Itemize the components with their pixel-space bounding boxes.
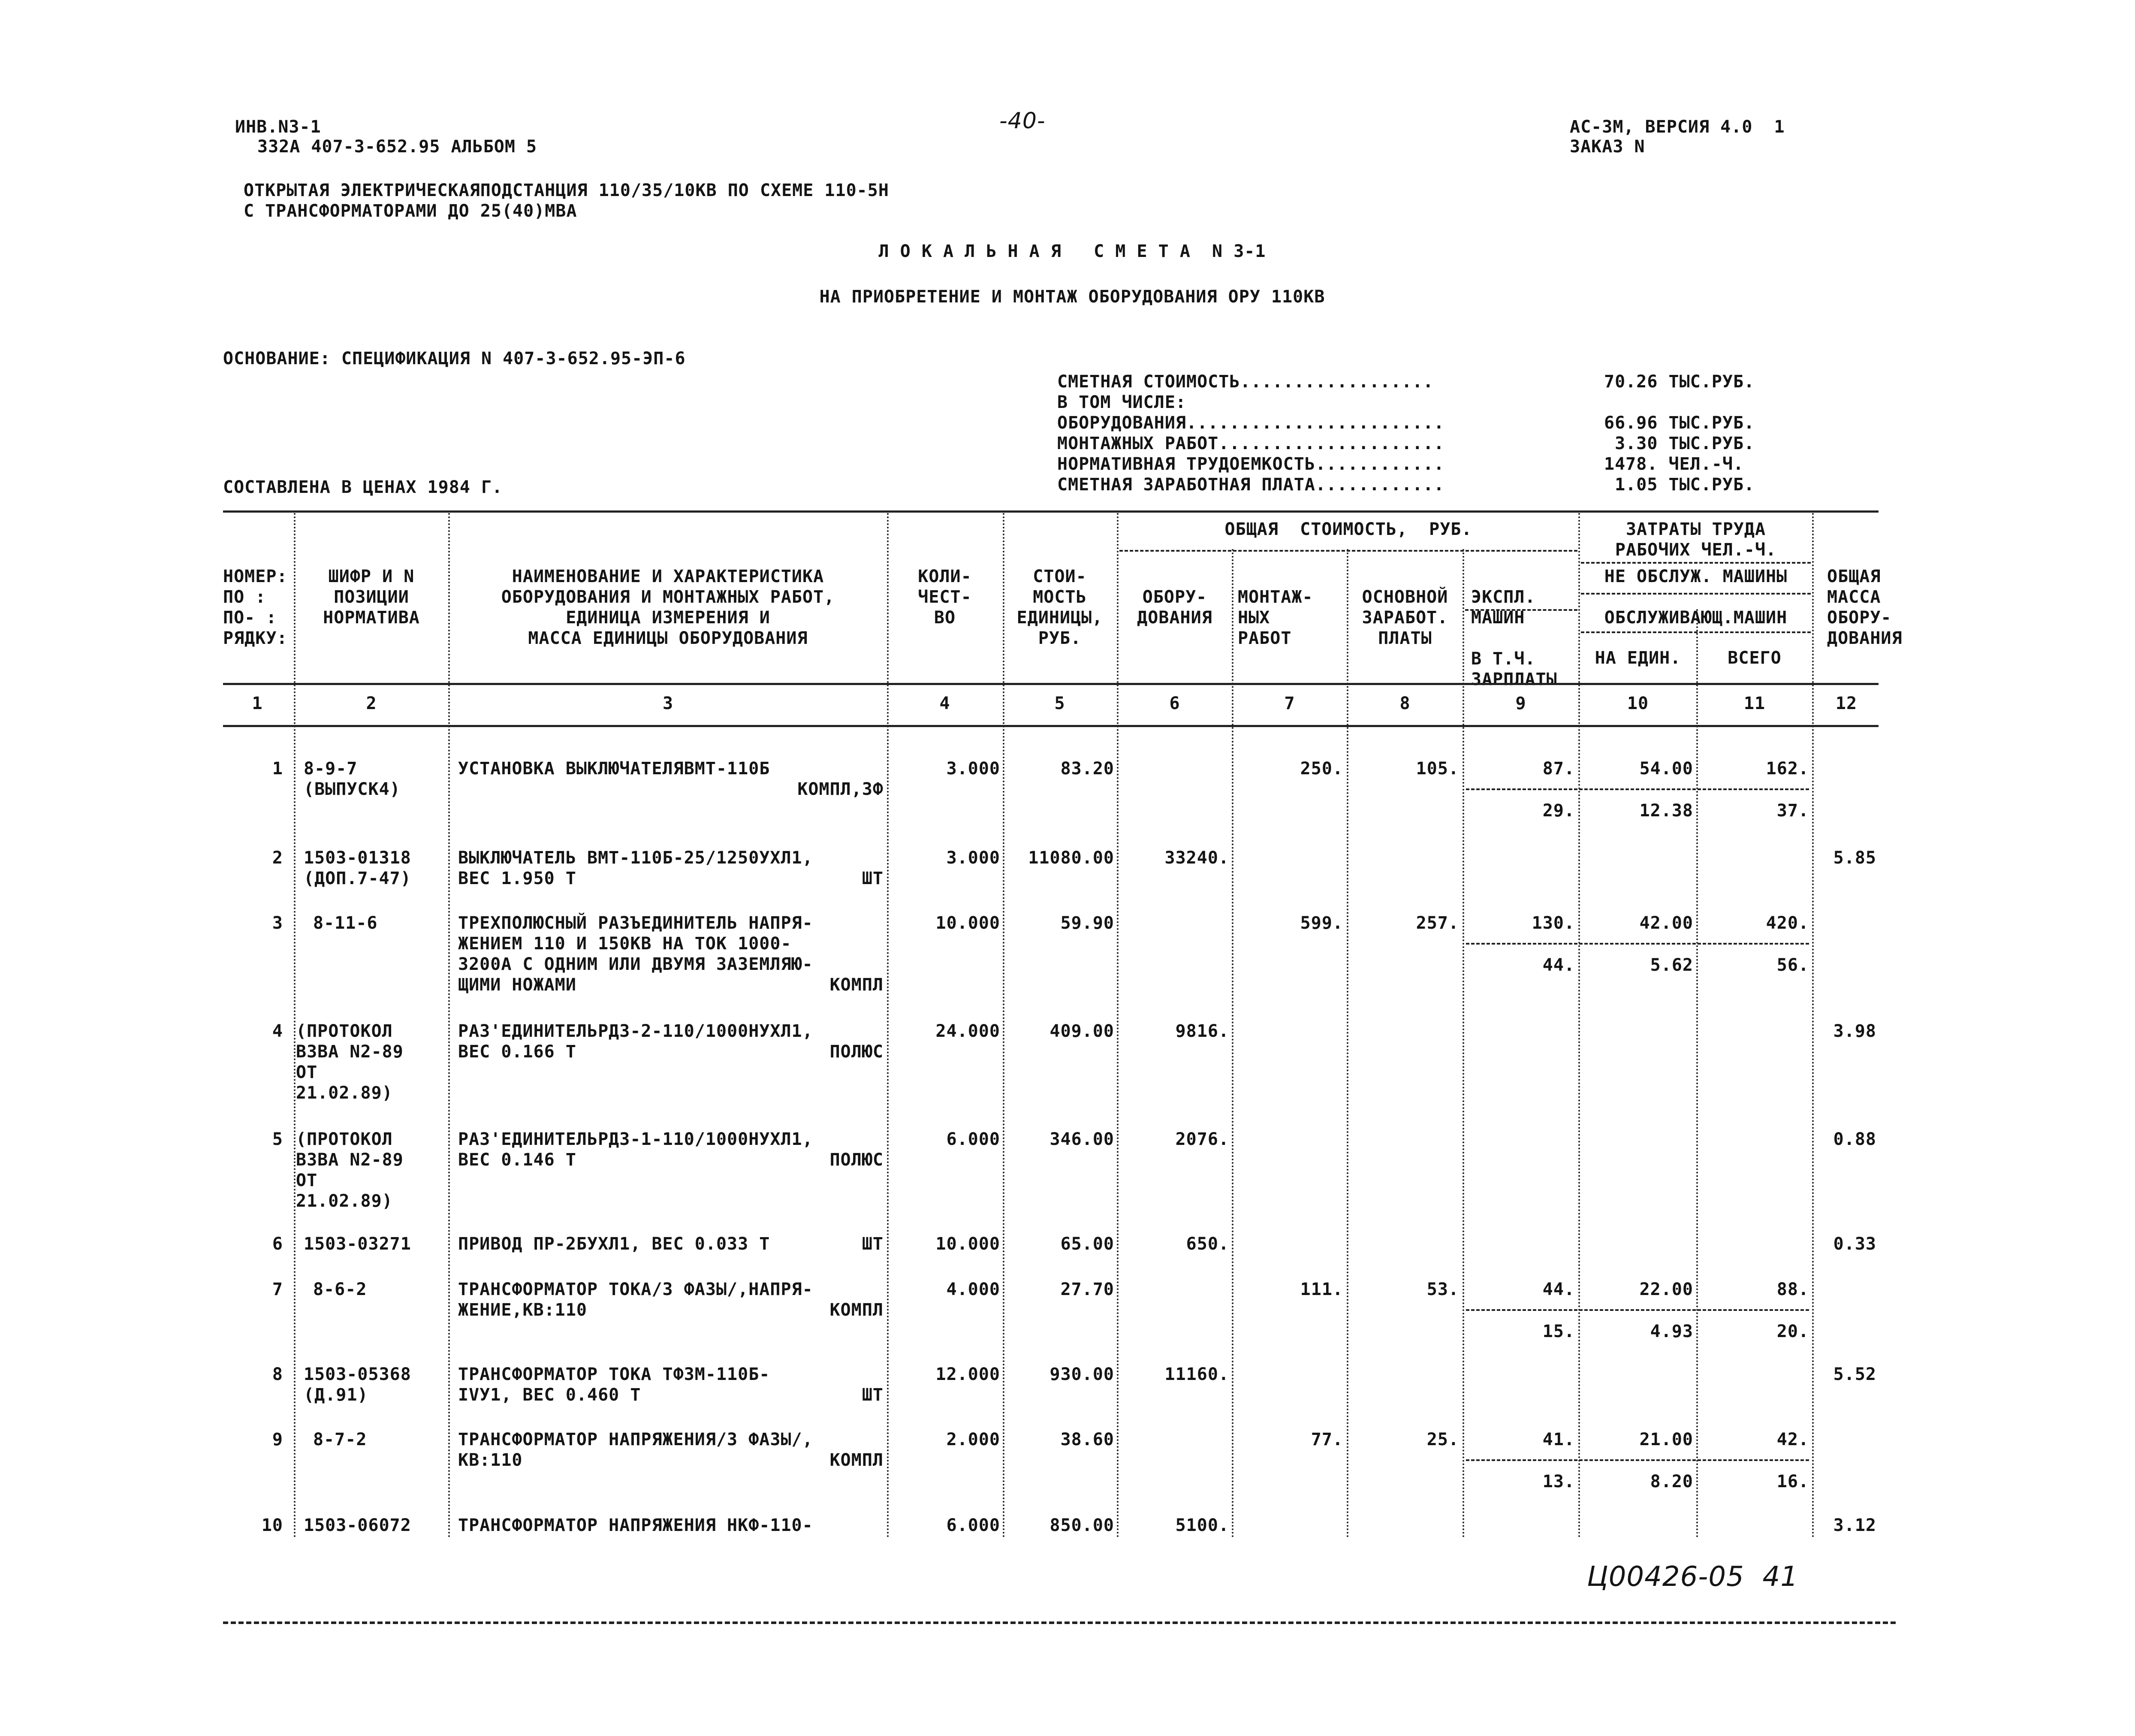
column-number: 5	[1054, 694, 1065, 713]
column-number: 6	[1169, 694, 1180, 713]
column-number: 10	[1627, 694, 1649, 713]
group-underline	[1581, 593, 1811, 595]
row-name: ТРАНСФОРМАТОР НАПРЯЖЕНИЯ/3 ФАЗЫ/, КВ:110	[458, 1430, 813, 1470]
row-code: (ПРОТОКОЛ ВЗВА N2-89 ОТ 21.02.89)	[296, 1021, 404, 1103]
object-title-line2: С ТРАНСФОРМАТОРАМИ ДО 25(40)МВА	[244, 201, 577, 221]
row-labor-total-machine: 56.	[1776, 955, 1809, 975]
row-equipment: 33240.	[1164, 848, 1229, 868]
row-unit: ПОЛЮС	[829, 1150, 884, 1170]
row-mass: 5.52	[1833, 1365, 1876, 1384]
row-quantity: 2.000	[946, 1430, 1000, 1449]
row-name: ТРАНСФОРМАТОР ТОКА ТФЗМ-110Б- IVУ1, ВЕС 0.460 Т	[458, 1365, 770, 1405]
row-code: (ПРОТОКОЛ ВЗВА N2-89 ОТ 21.02.89)	[296, 1129, 404, 1211]
row-unit-price: 409.00	[1049, 1021, 1114, 1041]
row-subdivider	[1466, 1459, 1809, 1461]
row-salary: 25.	[1426, 1430, 1459, 1449]
order-number: ЗАКАЗ N	[1570, 137, 1645, 157]
row-machines: 44.	[1542, 1280, 1575, 1299]
prices-basis: СОСТАВЛЕНА В ЦЕНАХ 1984 Г.	[223, 477, 503, 497]
summary-label: НОРМАТИВНАЯ ТРУДОЕМКОСТЬ............	[1057, 454, 1444, 474]
row-code: 8-6-2	[313, 1280, 367, 1299]
row-code: 1503-06072	[304, 1516, 411, 1535]
row-code: 1503-03271	[304, 1234, 411, 1254]
estimate-title: Л О К А Л Ь Н А Я С М Е Т А N 3-1	[878, 242, 1266, 261]
row-machines-salary: 44.	[1542, 955, 1575, 975]
row-subdivider	[1466, 1309, 1809, 1311]
row-machines-salary: 13.	[1542, 1472, 1575, 1491]
group-underline	[1581, 562, 1811, 564]
row-number: 5	[272, 1129, 283, 1149]
row-installation: 599.	[1300, 913, 1343, 933]
row-labor-unit: 21.00	[1639, 1430, 1693, 1449]
row-quantity: 3.000	[946, 759, 1000, 779]
col-header-unit-cost: СТОИ- МОСТЬ ЕДИНИЦЫ, РУБ.	[1016, 567, 1103, 648]
row-unit: ШТ	[862, 1385, 884, 1405]
row-name: ПРИВОД ПР-2БУХЛ1, ВЕС 0.033 Т	[458, 1234, 770, 1254]
group-labor-costs: ЗАТРАТЫ ТРУДА РАБОЧИХ ЧЕЛ.-Ч.	[1615, 519, 1777, 560]
col-header-machines: ЭКСПЛ. МАШИН В Т.Ч. ЗАРПЛАТЫ	[1471, 587, 1557, 689]
group-underline	[1581, 631, 1811, 633]
row-quantity: 4.000	[946, 1280, 1000, 1299]
object-title-line1: ОТКРЫТАЯ ЭЛЕКТРИЧЕСКАЯПОДСТАНЦИЯ 110/35/10КВ ПО СХЕМЕ 110-5Н	[244, 181, 889, 200]
group-total-cost: ОБЩАЯ СТОИМОСТЬ, РУБ.	[1224, 519, 1472, 539]
row-labor-total: 420.	[1766, 913, 1809, 933]
row-unit: КОМПЛ	[829, 975, 884, 995]
inventory-number: ИНВ.N3-1	[235, 117, 321, 137]
summary-label: МОНТАЖНЫХ РАБОТ.....................	[1057, 434, 1444, 453]
row-unit-price: 850.00	[1049, 1516, 1114, 1535]
handwritten-stamp: Ц00426-05 41	[1587, 1561, 1798, 1593]
column-divider	[448, 513, 450, 1538]
col-header-total: ВСЕГО	[1728, 648, 1782, 668]
row-quantity: 6.000	[946, 1516, 1000, 1535]
row-mass: 3.98	[1833, 1021, 1876, 1041]
row-mass: 3.12	[1833, 1516, 1876, 1535]
row-equipment: 5100.	[1175, 1516, 1229, 1535]
row-number: 2	[272, 848, 283, 868]
row-labor-total-machine: 20.	[1776, 1322, 1809, 1341]
row-labor-unit-machine: 4.93	[1650, 1322, 1693, 1341]
page-number: -40-	[999, 108, 1046, 134]
row-unit: КОМПЛ	[829, 1450, 884, 1470]
column-number: 12	[1835, 694, 1858, 713]
program-version: АС-3М, ВЕРСИЯ 4.0 1	[1570, 117, 1785, 137]
row-labor-total-machine: 16.	[1776, 1472, 1809, 1491]
row-name: РАЗ'ЕДИНИТЕЛЬРДЗ-1-110/1000НУХЛ1, ВЕС 0.146 Т	[458, 1129, 813, 1170]
row-labor-unit-machine: 5.62	[1650, 955, 1693, 975]
row-labor-unit-machine: 12.38	[1639, 801, 1693, 821]
row-machines: 87.	[1542, 759, 1575, 779]
row-machines-salary: 15.	[1542, 1322, 1575, 1341]
row-labor-total-machine: 37.	[1776, 801, 1809, 821]
row-salary: 105.	[1416, 759, 1459, 779]
summary-value: 66.96 ТЫС.РУБ.	[1604, 413, 1755, 433]
col-header-salary: ОСНОВНОЙ ЗАРАБОТ. ПЛАТЫ	[1362, 587, 1448, 648]
row-number: 9	[272, 1430, 283, 1449]
row-name: ТРЕХПОЛЮСНЫЙ РАЗЪЕДИНИТЕЛЬ НАПРЯ- ЖЕНИЕМ 110 И 150КВ НА ТОК 1000- 3200А С ОДНИМ ИЛИ ДВУМЯ ЗАЗЕМЛЯЮ- ЩИМИ НОЖАМИ	[458, 913, 813, 995]
row-name: УСТАНОВКА ВЫКЛЮЧАТЕЛЯВМТ-110Б	[458, 759, 770, 779]
row-labor-total: 162.	[1766, 759, 1809, 779]
row-unit-price: 59.90	[1060, 913, 1114, 933]
row-unit: ШТ	[862, 1234, 884, 1254]
summary-label: ОБОРУДОВАНИЯ........................	[1057, 413, 1444, 433]
row-name: ТРАНСФОРМАТОР НАПРЯЖЕНИЯ НКФ-110-	[458, 1516, 813, 1535]
header-bottom-rule	[223, 725, 1879, 727]
row-quantity: 24.000	[935, 1021, 1000, 1041]
row-unit: ШТ	[862, 869, 884, 888]
row-quantity: 12.000	[935, 1365, 1000, 1384]
row-mass: 5.85	[1833, 848, 1876, 868]
row-mass: 0.88	[1833, 1129, 1876, 1149]
basis-specification: ОСНОВАНИЕ: СПЕЦИФИКАЦИЯ N 407-3-652.95-ЭП-6	[223, 349, 686, 368]
row-number: 6	[272, 1234, 283, 1254]
summary-label: В ТОМ ЧИСЛЕ:	[1057, 392, 1186, 412]
row-salary: 53.	[1426, 1280, 1459, 1299]
row-code: 1503-05368 (Д.91)	[304, 1365, 411, 1405]
row-machines: 130.	[1532, 913, 1575, 933]
column-number: 1	[252, 694, 263, 713]
column-divider	[1812, 513, 1814, 1538]
row-unit-price: 65.00	[1060, 1234, 1114, 1254]
row-subdivider	[1466, 788, 1809, 790]
header-rule	[223, 683, 1879, 685]
summary-label: СМЕТНАЯ СТОИМОСТЬ..................	[1057, 372, 1434, 392]
row-unit-price: 27.70	[1060, 1280, 1114, 1299]
row-number: 8	[272, 1365, 283, 1384]
row-number: 10	[261, 1516, 283, 1535]
summary-value: 3.30 ТЫС.РУБ.	[1604, 434, 1755, 453]
album-reference: 332А 407-3-652.95 АЛЬБОМ 5	[257, 137, 537, 157]
row-number: 3	[272, 913, 283, 933]
summary-value: 70.26 ТЫС.РУБ.	[1604, 372, 1755, 392]
group-underline	[1119, 550, 1577, 552]
column-divider	[1696, 609, 1698, 1538]
row-labor-unit: 42.00	[1639, 913, 1693, 933]
row-labor-total: 42.	[1776, 1430, 1809, 1449]
row-salary: 257.	[1416, 913, 1459, 933]
col-header-number: НОМЕР: ПО : ПО- : РЯДКУ:	[223, 567, 288, 648]
row-equipment: 650.	[1186, 1234, 1229, 1254]
row-subdivider	[1466, 943, 1809, 945]
row-labor-total: 88.	[1776, 1280, 1809, 1299]
estimate-subtitle: НА ПРИОБРЕТЕНИЕ И МОНТАЖ ОБОРУДОВАНИЯ ОРУ 110КВ	[819, 287, 1325, 307]
col-header-name: НАИМЕНОВАНИЕ И ХАРАКТЕРИСТИКА ОБОРУДОВАНИЯ И МОНТАЖНЫХ РАБОТ, ЕДИНИЦА ИЗМЕРЕНИЯ И МАССА ЕДИНИЦЫ ОБОРУДОВАНИЯ	[501, 567, 835, 648]
labor-sub-machine: ОБСЛУЖИВАЮЩ.МАШИН	[1604, 608, 1788, 628]
row-quantity: 10.000	[935, 1234, 1000, 1254]
row-unit: ПОЛЮС	[829, 1042, 884, 1062]
row-unit-price: 930.00	[1049, 1365, 1114, 1384]
row-number: 7	[272, 1280, 283, 1299]
column-divider	[1578, 513, 1580, 1538]
row-equipment: 2076.	[1175, 1129, 1229, 1149]
column-number: 7	[1284, 694, 1295, 713]
row-quantity: 10.000	[935, 913, 1000, 933]
column-number: 4	[939, 694, 950, 713]
row-labor-unit: 22.00	[1639, 1280, 1693, 1299]
row-name: РАЗ'ЕДИНИТЕЛЬРДЗ-2-110/1000НУХЛ1, ВЕС 0.166 Т	[458, 1021, 813, 1062]
row-number: 4	[272, 1021, 283, 1041]
col-header-mass: ОБЩАЯ МАССА ОБОРУ- ДОВАНИЯ	[1827, 567, 1903, 648]
row-installation: 111.	[1300, 1280, 1343, 1299]
row-labor-unit: 54.00	[1639, 759, 1693, 779]
column-divider	[1117, 513, 1119, 1538]
page-cut-line	[223, 1621, 1896, 1624]
column-number: 2	[366, 694, 377, 713]
row-equipment: 11160.	[1164, 1365, 1229, 1384]
row-mass: 0.33	[1833, 1234, 1876, 1254]
column-number: 9	[1515, 694, 1526, 713]
row-name: ТРАНСФОРМАТОР ТОКА/3 ФАЗЫ/,НАПРЯ- ЖЕНИЕ,КВ:110	[458, 1280, 813, 1320]
table-top-rule	[223, 510, 1879, 513]
column-number: 8	[1399, 694, 1411, 713]
row-unit-price: 83.20	[1060, 759, 1114, 779]
summary-value: 1.05 ТЫС.РУБ.	[1604, 475, 1755, 495]
row-machines-salary: 29.	[1542, 801, 1575, 821]
row-code: 8-7-2	[313, 1430, 367, 1449]
row-equipment: 9816.	[1175, 1021, 1229, 1041]
row-code: 8-11-6	[313, 913, 378, 933]
col-header-per-unit: НА ЕДИН.	[1595, 648, 1681, 668]
row-labor-unit-machine: 8.20	[1650, 1472, 1693, 1491]
summary-value: 1478. ЧЕЛ.-Ч.	[1604, 454, 1744, 474]
row-name: ВЫКЛЮЧАТЕЛЬ ВМТ-110Б-25/1250УХЛ1, ВЕС 1.950 Т	[458, 848, 813, 888]
row-unit: КОМПЛ,3Ф	[797, 779, 884, 799]
row-installation: 77.	[1311, 1430, 1343, 1449]
row-unit-price: 38.60	[1060, 1430, 1114, 1449]
row-quantity: 3.000	[946, 848, 1000, 868]
column-number: 11	[1743, 694, 1766, 713]
labor-sub-nonmachine: НЕ ОБСЛУЖ. МАШИНЫ	[1604, 567, 1788, 586]
row-code: 8-9-7 (ВЫПУСК4)	[304, 759, 401, 799]
row-installation: 250.	[1300, 759, 1343, 779]
row-unit-price: 346.00	[1049, 1129, 1114, 1149]
row-machines: 41.	[1542, 1430, 1575, 1449]
row-number: 1	[272, 759, 283, 779]
column-number: 3	[662, 694, 674, 713]
summary-label: СМЕТНАЯ ЗАРАБОТНАЯ ПЛАТА............	[1057, 475, 1444, 495]
col-header-equipment: ОБОРУ- ДОВАНИЯ	[1137, 587, 1212, 628]
col-header-installation: МОНТАЖ- НЫХ РАБОТ	[1238, 587, 1313, 648]
col-header-code: ШИФР И N ПОЗИЦИИ НОРМАТИВА	[323, 567, 420, 628]
row-code: 1503-01318 (ДОП.7-47)	[304, 848, 411, 888]
row-quantity: 6.000	[946, 1129, 1000, 1149]
row-unit-price: 11080.00	[1028, 848, 1114, 868]
row-unit: КОМПЛ	[829, 1300, 884, 1320]
col-header-quantity: КОЛИ- ЧЕСТ- ВО	[918, 567, 972, 628]
column-divider	[294, 513, 296, 1538]
